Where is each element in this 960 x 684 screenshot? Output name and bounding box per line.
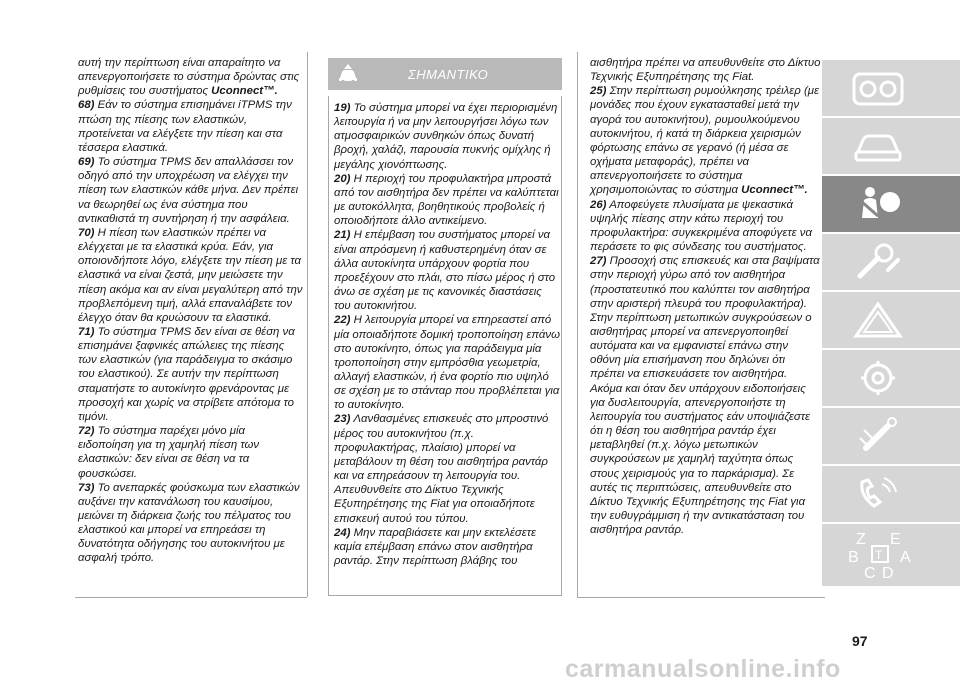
- wrench-icon: [848, 240, 908, 284]
- note-paragraph: [78, 226, 304, 325]
- text-column-1: [78, 56, 304, 566]
- note-paragraph: [334, 172, 560, 229]
- note-paragraph: [78, 56, 304, 98]
- tab-maintenance[interactable]: [822, 350, 960, 406]
- note-paragraph: [590, 56, 822, 84]
- text-column-2: [334, 101, 560, 568]
- note-number: 20): [334, 172, 351, 185]
- note-number: 23): [334, 413, 351, 426]
- note-paragraph: [590, 84, 822, 197]
- note-text: Αποφεύγετε πλυσίματα με ψεκαστικά υψηλής πίεσης στην κάτω περιοχή του προφυλακτήρα: συγκεκριμένα αποφύγετε να περάσετε το φις σύνδεσης του συστήματος.: [590, 198, 812, 254]
- note-number: 69): [78, 156, 95, 169]
- note-text: αισθητήρα πρέπει να απευθυνθείτε στο Δίκτυο Τεχνικής Εξυπηρέτησης της Fiat.: [590, 57, 821, 84]
- note-number: 19): [334, 102, 351, 114]
- svg-text:C: C: [864, 565, 876, 582]
- note-text: Το ανεπαρκές φούσκωμα των ελαστικών αυξάνει την κατανάλωση του καυσίμου, μειώνει τη διάρκεια ζωής του πέλματος του ελαστικού και μπορεί να επηρεάσει τη δυνατότητα οδήγησης του αυτοκινήτου με ασφαλή τρόπο.: [78, 481, 300, 565]
- column-divider-right: [577, 52, 578, 597]
- thermometer-icon: [848, 414, 908, 458]
- tab-multimedia[interactable]: [822, 466, 960, 522]
- svg-text:A: A: [900, 549, 911, 566]
- tab-starting[interactable]: [822, 234, 960, 290]
- text-column-3: [590, 56, 822, 537]
- tab-emergency[interactable]: [822, 292, 960, 348]
- note-text: Το σύστημα μπορεί να έχει περιορισμένη λειτουργία ή να μην λειτουργήσει λόγω των ατμοσφαιρικών συνθηκών όπως δυνατή βροχή, χαλάζι, παρουσία πυκνής ομίχλης ή μεγάλης χιονόπτωσης.: [334, 102, 558, 171]
- page-number: 97: [852, 633, 868, 649]
- note-text: Λανθασμένες επισκευές στο μπροστινό μέρος του αυτοκινήτου (π.χ. προφυλακτήρας, πλαίσιο) μπορεί να μεταβάλουν τη θέση του αισθητήρα ραντάρ και να επηρεάσουν τη λειτουργία του. Απευθυνθείτε στο Δίκτυο Τεχνικής Εξυπηρέτησης της Fiat για οποιαδήποτε επισκευή αυτού του τύπου.: [334, 413, 549, 525]
- note-paragraph: [334, 313, 560, 412]
- tab-safety[interactable]: [822, 176, 960, 232]
- phone-icon: [848, 472, 908, 516]
- svg-text:T: T: [875, 548, 883, 562]
- note-text: Προσοχή στις επισκευές και στα βαψίματα στην περιοχή γύρω από τον αισθητήρα (προστατευτικό που καλύπτει τον αισθητήρα στην αριστερή πλευρά του προφυλακτήρα). Στην περίπτωση μετωπικών συγκρούσεων ο αισθητήρας μπορεί να απενεργοποιηθεί αυτόματα και να εμφανιστεί επάνω στην οθόνη μία επισήμανση που δηλώνει ότι πρέπει να επισκευάσετε τον αισθητήρα. Ακόμα και όταν δεν υπάρχουν ειδοποιήσεις για δυσλειτουργία, απενεργοποιήστε τη λειτουργία του συστήματος εάν υποψιάζεστε ότι η θέση του αισθητήρα ραντάρ έχει μεταβληθεί (π.χ. λόγω μετωπικών συγκρούσεων με χαμηλή ταχύτητα όπως στους χειρισμούς για το παρκάρισμα). Σε αυτές τις περιπτώσεις, απευθυνθείτε στο Δίκτυο Τεχνικής Εξυπηρέτησης της Fiat για την ευθυγράμμιση ή την αντικατάσταση του αισθητήρα ραντάρ.: [590, 255, 820, 537]
- note-number: 27): [590, 255, 607, 268]
- note-text: Το σύστημα παρέχει μόνο μία ειδοποίηση για τη χαμηλή πίεση των ελαστικών: δεν είναι σε θέση να τα φουσκώσει.: [78, 425, 260, 480]
- note-number: 21): [334, 229, 351, 242]
- tab-index[interactable]: [822, 524, 960, 586]
- note-paragraph: [590, 198, 822, 255]
- column-divider-left: [307, 52, 308, 597]
- column-bottom-rule-left: [75, 597, 307, 598]
- note-paragraph: [334, 228, 560, 313]
- note-text: Το σύστημα TPMS δεν απαλλάσσει τον οδηγό από την υποχρέωση να ελέγχει την πίεση των ελαστικών κάθε μήνα. Δεν πρέπει να θεωρηθεί ως ένα σύστημα που αντικαθιστά τη συντήρηση ή την ασφάλεια.: [78, 156, 299, 225]
- tab-technical-data[interactable]: [822, 408, 960, 464]
- alphabet-index-icon: [844, 526, 914, 582]
- svg-text:E: E: [890, 531, 901, 548]
- car-warning-icon: [337, 63, 359, 85]
- note-number: 72): [78, 425, 95, 438]
- note-text: Η περιοχή του προφυλακτήρα μπροστά από τον αισθητήρα δεν πρέπει να καλύπτεται με αυτοκόλλητα, βοηθητικούς προβολείς ή οποιοδήποτε άλλο αντικείμενο.: [334, 172, 559, 228]
- note-number: 24): [334, 526, 351, 539]
- note-paragraph: [590, 254, 822, 537]
- tab-car[interactable]: [822, 118, 960, 174]
- note-number: 26): [590, 198, 607, 211]
- tab-dashboard[interactable]: [822, 60, 960, 116]
- bold-term: Uconnect™.: [211, 85, 278, 98]
- dashboard-icon: [848, 66, 908, 110]
- column-bottom-rule-right: [577, 597, 825, 598]
- note-paragraph: [334, 412, 560, 525]
- svg-text:D: D: [882, 565, 894, 582]
- note-number: 73): [78, 481, 95, 494]
- warning-triangle-icon: [848, 298, 908, 342]
- airbag-seatbelt-icon: [848, 182, 908, 226]
- note-paragraph: [78, 155, 304, 226]
- note-paragraph: [334, 101, 560, 172]
- note-text: Η λειτουργία μπορεί να επηρεαστεί από μία οποιαδήποτε δομική τροποποίηση επάνω στο αυτοκίνητο, όπως για παράδειγμα μία τροποποίηση στην εμπρόσθια γεωμετρία, αλλαγή ελαστικών, ή ένα φορτίο πιο υψηλό σε σχέση με το στάνταρ που προβλέπεται για το αυτοκίνητο.: [334, 314, 560, 412]
- note-text: Στην περίπτωση ρυμούλκησης τρέιλερ (με μονάδες που έχουν εγκατασταθεί μετά την αγορά του αυτοκινήτου), ρυμουλκούμενου αυτοκινήτου, ή κατά τη διάρκεια χειρισμών φόρτωσης επάνω σε γερανό (ή μέσα σε οχήματα μεταφοράς), πρέπει να απενεργοποιήσετε το σύστημα χρησιμοποιώντας το σύστημα: [590, 85, 819, 197]
- car-icon: [848, 124, 908, 168]
- note-text: αυτή την περίπτωση είναι απαραίτητο να απενεργοποιήσετε το σύστημα δρώντας στις ρυθμίσεις του συστήματος: [78, 57, 300, 98]
- note-paragraph: [334, 526, 560, 568]
- note-text: Η επέμβαση του συστήματος μπορεί να είναι απρόσμενη ή καθυστερημένη όταν σε άλλα αυτοκίνητα υπάρχουν φορτία που προεξέχουν στο πλάι, στο πίσω μέρος ή στο άνω σε σχέση με τις κανονικές διαστάσεις του αυτοκινήτου.: [334, 229, 556, 313]
- note-paragraph: [78, 481, 304, 566]
- note-text: Εάν το σύστημα επισημάνει iTPMS την πτώση της πίεσης των ελαστικών, προτείνεται να ελέγξετε την πίεση και στα τέσσερα ελαστικά.: [78, 99, 292, 154]
- svg-text:Z: Z: [856, 531, 866, 548]
- bold-term: Uconnect™.: [741, 184, 808, 197]
- note-paragraph: [78, 424, 304, 481]
- gear-wheel-icon: [848, 356, 908, 400]
- note-title: ΣΗΜΑΝΤΙΚΟ: [408, 66, 489, 82]
- note-number: 25): [590, 85, 607, 98]
- note-paragraph: [78, 98, 304, 155]
- note-number: 71): [78, 325, 95, 338]
- note-paragraph: [78, 325, 304, 424]
- note-number: 70): [78, 226, 95, 239]
- note-number: 68): [78, 99, 95, 112]
- watermark: carmanualsonline.info: [565, 655, 841, 683]
- note-text: Το σύστημα TPMS δεν είναι σε θέση να επισημάνει ξαφνικές απώλειες της πίεσης των ελαστικών (για παράδειγμα το σκάσιμο του ελαστικού). Σε αυτήν την περίπτωση σταματήστε το αυτοκίνητο φρενάροντας με προσοχή και χωρίς να στρίβετε απότομα το τιμόνι.: [78, 325, 295, 423]
- svg-text:B: B: [848, 549, 859, 566]
- note-number: 22): [334, 314, 351, 327]
- note-text: Η πίεση των ελαστικών πρέπει να ελέγχεται με τα ελαστικά κρύα. Εάν, για οποιονδήποτε λόγο, ελέγξετε την πίεση με τα ελαστικά να είναι ζεστά, μην μειώσετε την πίεση ακόμα και αν είναι μεγαλύτερη από την προβλεπόμενη τιμή, αλλά επαναλάβετε τον έλεγχο όταν θα κρυώσουν τα ελαστικά.: [78, 226, 303, 324]
- important-note-header: [328, 58, 562, 90]
- note-text: Μην παραβιάσετε και μην εκτελέσετε καμία επέμβαση επάνω στον αισθητήρα ραντάρ. Στην περίπτωση βλάβης του: [334, 526, 537, 567]
